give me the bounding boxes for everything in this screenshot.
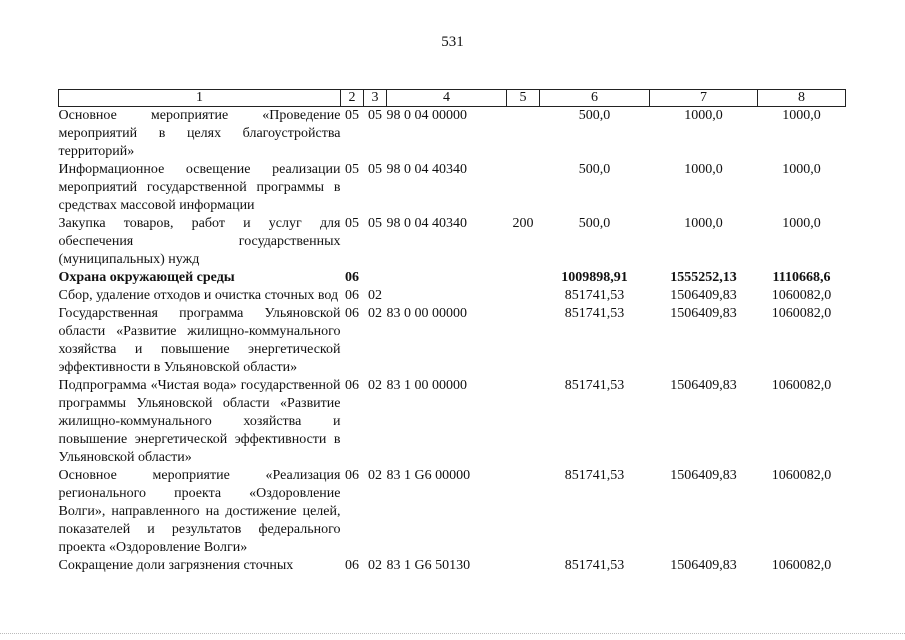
cell-c4: 98 0 04 40340: [386, 216, 467, 231]
col-header-7: 7: [650, 90, 758, 107]
cell-c2: 05: [345, 162, 359, 177]
cell-c8: 1060082,0: [771, 558, 832, 573]
cell-c2: 05: [345, 108, 359, 123]
cell-c6: 500,0: [578, 162, 611, 177]
cell-c4: [387, 269, 507, 287]
cell-c8: 1000,0: [782, 162, 821, 177]
table-row: [59, 161, 846, 215]
cell-c6: 851741,53: [564, 306, 625, 321]
cell-c3: 05: [368, 216, 382, 231]
cell-c7: 1555252,13: [670, 270, 737, 285]
cell-c5: 200: [512, 216, 534, 231]
cell-name: Сокращение доли загрязнения сточных: [58, 558, 294, 573]
cell-name: Государственная программа Ульяновской области «Развитие жилищно-коммунального хозяйства и повышение энергетической эффективности в Ульяновской области»: [58, 306, 341, 375]
cell-c3: 05: [368, 108, 382, 123]
cell-c4: 98 0 04 40340: [386, 162, 467, 177]
cell-c2: 06: [345, 306, 359, 321]
cell-c2: 06: [345, 288, 359, 303]
table-row: [59, 557, 846, 575]
cell-c4: 83 0 00 00000: [386, 306, 467, 321]
cell-c8: 1060082,0: [771, 468, 832, 483]
cell-c3: 02: [368, 288, 382, 303]
cell-name: Основное мероприятие «Реализация регионального проекта «Оздоровление Волги», направленного на достижение целей, показателей и результатов федерального проекта «Оздоровление Волги»: [58, 468, 341, 555]
cell-c8: 1060082,0: [771, 378, 832, 393]
cell-c3: 02: [368, 378, 382, 393]
col-header-4: 4: [387, 90, 507, 107]
cell-c6: 500,0: [578, 108, 611, 123]
col-header-6: 6: [540, 90, 650, 107]
table-header-row: [59, 90, 846, 107]
cell-c6: 1009898,91: [561, 270, 628, 285]
cell-c2: 06: [345, 378, 359, 393]
cell-c7: 1506409,83: [670, 306, 737, 321]
cell-c7: 1506409,83: [670, 558, 737, 573]
cell-c7: 1000,0: [684, 108, 723, 123]
table-row: [59, 107, 846, 162]
cell-c6: 851741,53: [564, 378, 625, 393]
col-header-8: 8: [758, 90, 846, 107]
budget-table: [58, 89, 846, 575]
cell-c3: 02: [368, 468, 382, 483]
col-header-5: 5: [507, 90, 540, 107]
cell-c5: [507, 467, 540, 557]
cell-c7: 1506409,83: [670, 288, 737, 303]
cell-c6: 851741,53: [564, 468, 625, 483]
cell-c3: [364, 269, 387, 287]
page-number: 531: [441, 34, 464, 50]
cell-c7: 1000,0: [684, 216, 723, 231]
cell-c5: [507, 557, 540, 575]
cell-c4: 83 1 G6 00000: [386, 468, 471, 483]
cell-c2: 06: [345, 468, 359, 483]
table-row: [59, 377, 846, 467]
scan-edge: [0, 632, 905, 634]
col-header-3: 3: [364, 90, 387, 107]
cell-c7: 1000,0: [684, 162, 723, 177]
cell-c2: 05: [345, 216, 359, 231]
cell-c5: [507, 107, 540, 162]
cell-c8: 1000,0: [782, 108, 821, 123]
cell-c3: 05: [368, 162, 382, 177]
cell-c5: [507, 161, 540, 215]
table-row: [59, 269, 846, 287]
cell-c5: [507, 377, 540, 467]
cell-name: Информационное освещение реализации мероприятий государственной программы в средствах массовой информации: [58, 162, 341, 213]
cell-c6: 851741,53: [564, 288, 625, 303]
cell-name: Подпрограмма «Чистая вода» государственной программы Ульяновской области «Развитие жилищно-коммунального хозяйства и повышение энергетической эффективности в Ульяновской области»: [58, 378, 341, 465]
table-row: [59, 287, 846, 305]
cell-c6: 851741,53: [564, 558, 625, 573]
cell-c8: 1000,0: [782, 216, 821, 231]
table-row: [59, 467, 846, 557]
cell-c3: 02: [368, 306, 382, 321]
cell-c5: [507, 269, 540, 287]
cell-c6: 500,0: [578, 216, 611, 231]
cell-c7: 1506409,83: [670, 378, 737, 393]
table-row: [59, 305, 846, 377]
col-header-2: 2: [341, 90, 364, 107]
cell-c2: 06: [345, 270, 359, 285]
cell-c8: 1060082,0: [771, 288, 832, 303]
cell-c5: [507, 287, 540, 305]
cell-name: Сбор, удаление отходов и очистка сточных вод: [58, 288, 339, 303]
cell-c5: [507, 305, 540, 377]
cell-c3: 02: [368, 558, 382, 573]
cell-c4: [387, 287, 507, 305]
col-header-1: 1: [59, 90, 341, 107]
cell-c7: 1506409,83: [670, 468, 737, 483]
cell-c8: 1110668,6: [772, 270, 831, 285]
cell-c4: 98 0 04 00000: [386, 108, 467, 123]
cell-c4: 83 1 00 00000: [386, 378, 467, 393]
cell-c8: 1060082,0: [771, 306, 832, 321]
table-row: [59, 215, 846, 269]
cell-c2: 06: [345, 558, 359, 573]
cell-name: Закупка товаров, работ и услуг для обеспечения государственных (муниципальных) нужд: [58, 216, 341, 267]
cell-c4: 83 1 G6 50130: [386, 558, 471, 573]
cell-name: Охрана окружающей среды: [58, 270, 235, 285]
cell-name: Основное мероприятие «Проведение мероприятий в целях благоустройства территорий»: [58, 108, 341, 159]
